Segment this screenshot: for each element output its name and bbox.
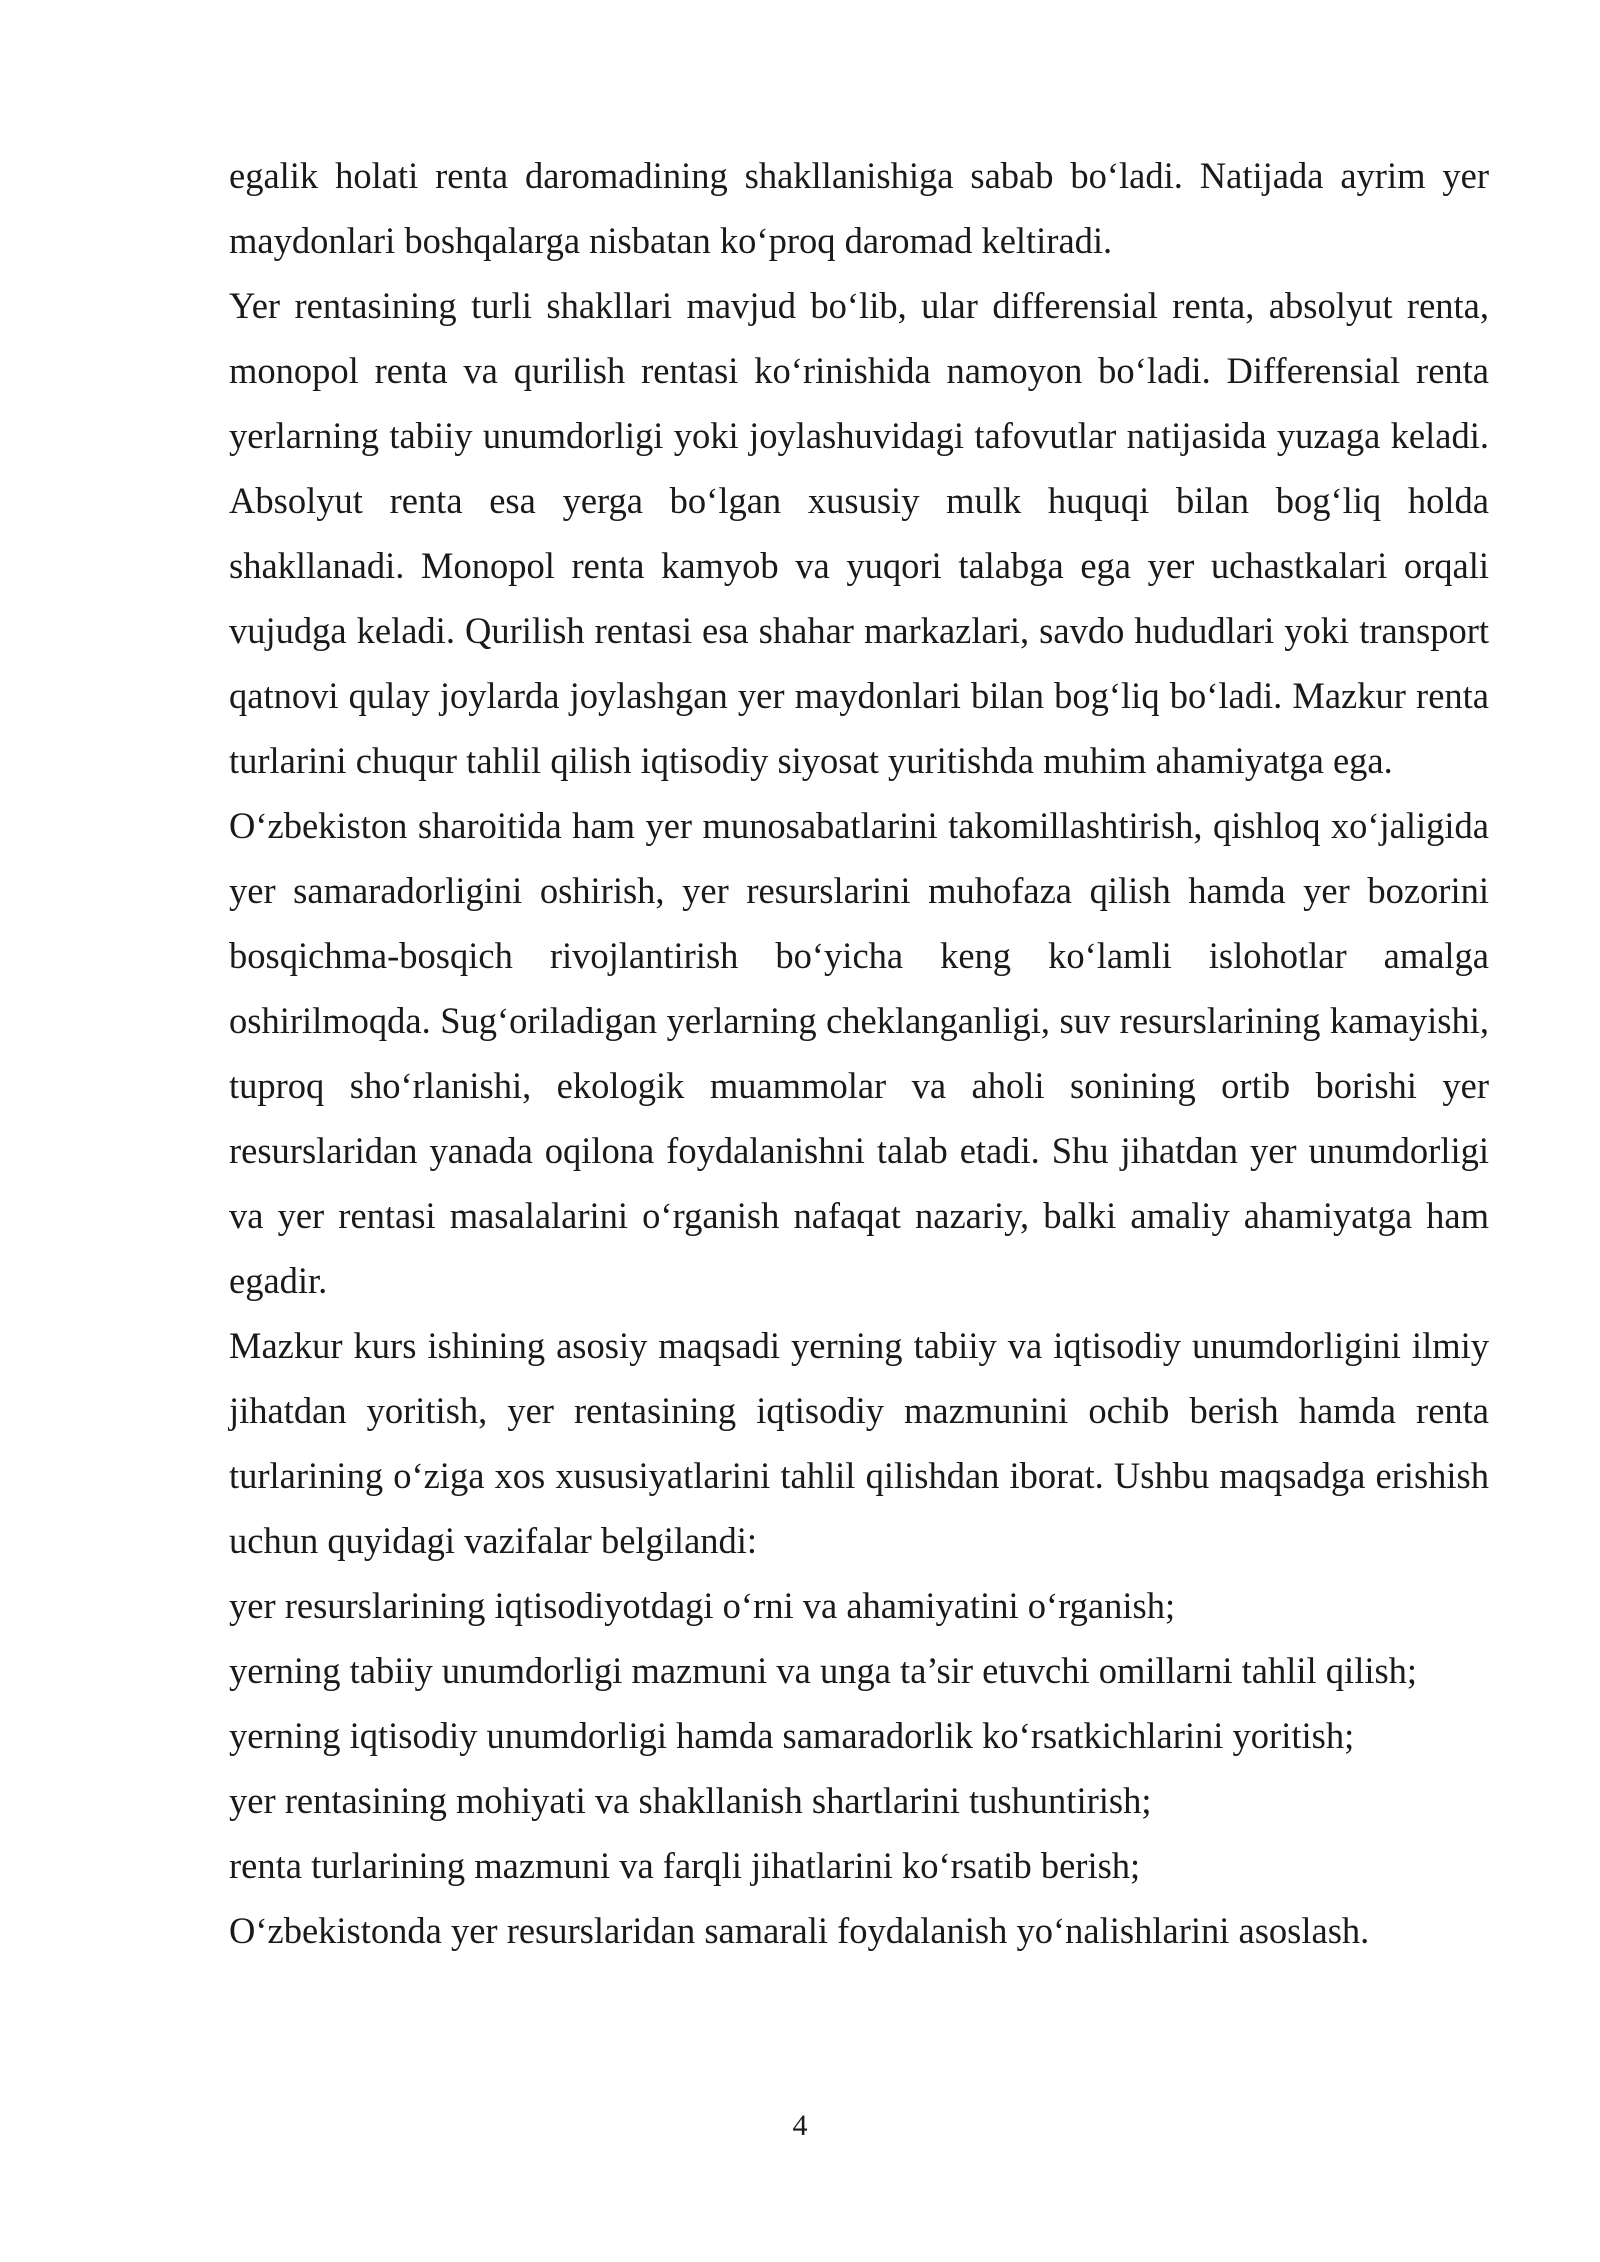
paragraph-kurs-maqsadi: Mazkur kurs ishining asosiy maqsadi yerning tabiiy va iqtisodiy unumdorligini ilmiy jihatdan yoritish, yer rentasining iqtisodiy mazmunini ochib berish hamda renta turlarining o‘ziga xos xususiyatlarini tahlil qilishdan iborat. Ushbu maqsadga erishish uchun quyidagi vazifalar belgilandi: bbox=[229, 1325, 1489, 1561]
paragraph-renta-daromad: egalik holati renta daromadining shakllanishiga sabab bo‘ladi. Natijada ayrim yer maydonlari boshqalarga nisbatan ko‘proq daromad keltiradi. bbox=[229, 155, 1489, 261]
list-item: yerning iqtisodiy unumdorligi hamda samaradorlik ko‘rsatkichlarini yoritish; bbox=[229, 1715, 1355, 1756]
list-item: yer resurslarining iqtisodiyotdagi o‘rni va ahamiyatini o‘rganish; bbox=[229, 1585, 1176, 1626]
paragraph-renta-shakllari: Yer rentasining turli shakllari mavjud bo‘lib, ular differensial renta, absolyut renta, monopol renta va qurilish rentasi ko‘rinishida namoyon bo‘ladi. Differensial renta yerlarning tabiiy unumdorligi yoki joylashuvidagi tafovutlar natijasida yuzaga keladi. Absolyut renta esa yerga bo‘lgan xususiy mulk huquqi bilan bog‘liq holda shakllanadi. Monopol renta kamyob va yuqori talabga ega yer uchastkalari orqali vujudga keladi. Qurilish rentasi esa shahar markazlari, savdo hududlari yoki transport qatnovi qulay joylarda joylashgan yer maydonlari bilan bog‘liq bo‘ladi. Mazkur renta turlarini chuqur tahlil qilish iqtisodiy siyosat yuritishda muhim ahamiyatga ega. bbox=[229, 285, 1489, 781]
list-item: O‘zbekistonda yer resurslaridan samarali foydalanish yo‘nalishlarini asoslash. bbox=[229, 1910, 1370, 1951]
task-list bbox=[229, 1573, 1489, 1963]
paragraph-ozbekiston-sharoiti: O‘zbekiston sharoitida ham yer munosabatlarini takomillashtirish, qishloq xo‘jaligida yer samaradorligini oshirish, yer resurslarini muhofaza qilish hamda yer bozorini bosqichma-bosqich rivojlantirish bo‘yicha keng ko‘lamli islohotlar amalga oshirilmoqda. Sug‘oriladigan yerlarning cheklanganligi, suv resurslarining kamayishi, tuproq sho‘rlanishi, ekologik muammolar va aholi sonining ortib borishi yer resurslaridan yanada oqilona foydalanishni talab etadi. Shu jihatdan yer unumdorligi va yer rentasi masalalarini o‘rganish nafaqat nazariy, balki amaliy ahamiyatga ham egadir. bbox=[229, 805, 1489, 1301]
page-number: 4 bbox=[792, 2109, 808, 2142]
list-item: yerning tabiiy unumdorligi mazmuni va unga ta’sir etuvchi omillarni tahlil qilish; bbox=[229, 1650, 1418, 1691]
list-item: renta turlarining mazmuni va farqli jihatlarini ko‘rsatib berish; bbox=[229, 1845, 1141, 1886]
page-body bbox=[229, 143, 1489, 1963]
list-item: yer rentasining mohiyati va shakllanish shartlarini tushuntirish; bbox=[229, 1780, 1152, 1821]
